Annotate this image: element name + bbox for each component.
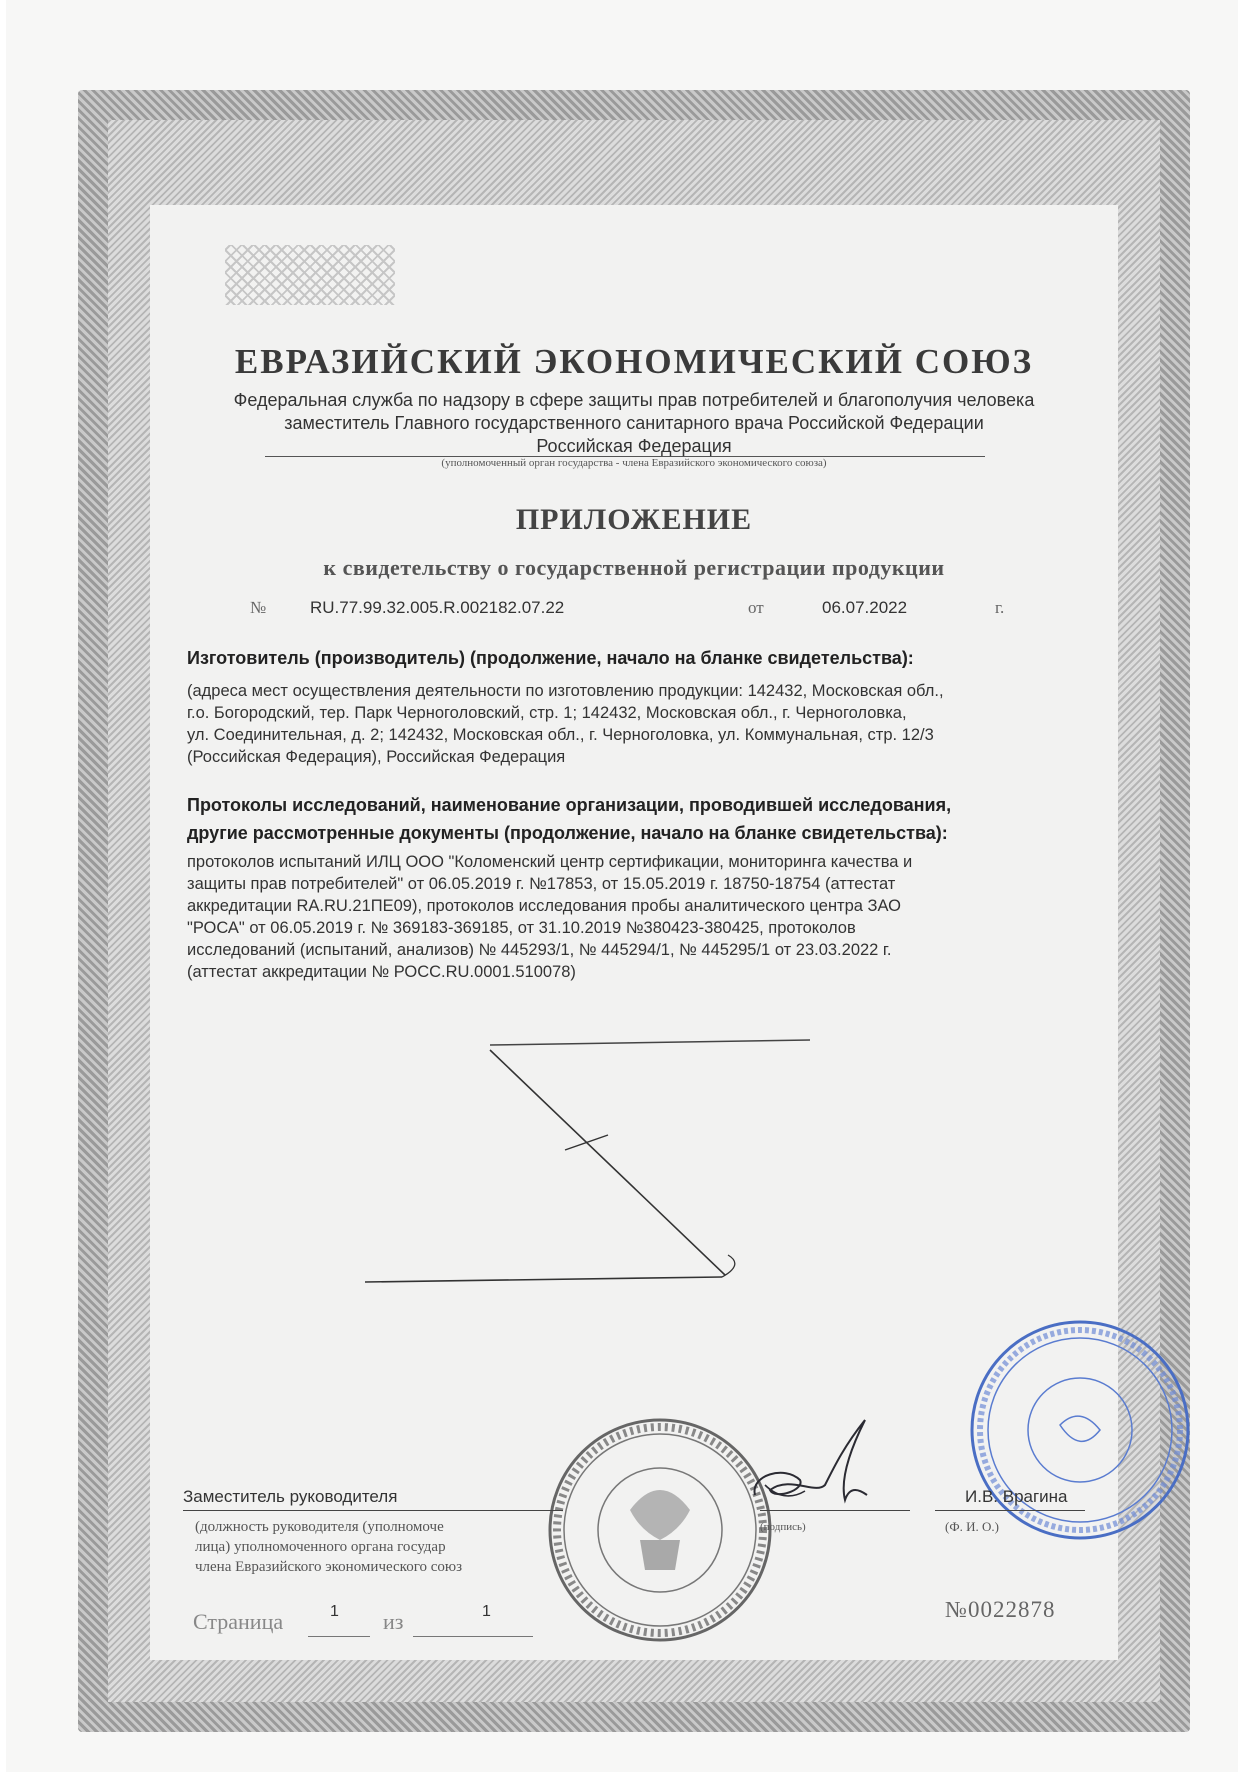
name-caption: (Ф. И. О.)	[945, 1519, 999, 1534]
name-line	[935, 1510, 1085, 1511]
protocols-line: "РОСА" от 06.05.2019 г. № 369183-369185, от 31.10.2019 №380423-380425, протоколов	[187, 919, 856, 937]
signer-name: И.В. Врагина	[965, 1487, 1068, 1506]
appendix-subtitle: к свидетельству о государственной регистрации продукции	[323, 555, 945, 580]
org-caption: (уполномоченный орган государства - члена Евразийского экономического союза)	[441, 457, 827, 469]
org-line-3: Российская Федерация	[536, 436, 732, 456]
protocols-line: аккредитации RA.RU.21ПЕ09), протоколов исследования пробы аналитического центра ЗАО	[187, 897, 901, 915]
registration-number: RU.77.99.32.005.R.002182.07.22	[310, 598, 565, 617]
protocols-line: исследований (испытаний, анализов) № 445293/1, № 445294/1, № 445295/1 от 23.03.2022 г.	[187, 941, 892, 959]
manufacturer-line: (адреса мест осуществления деятельности по изготовлению продукции: 142432, Московская обл.,	[187, 682, 944, 700]
sign-caption: (подпись)	[760, 1521, 806, 1533]
page-label: Страница	[193, 1609, 284, 1634]
manufacturer-title: Изготовитель (производитель) (продолжение, начало на бланке свидетельства):	[187, 648, 914, 668]
manufacturer-line: ул. Соединительная, д. 2; 142432, Московская обл., г. Черноголовка, ул. Коммунальная, стр. 12/3	[187, 726, 934, 744]
protocols-line: (аттестат аккредитации № РОСС.RU.0001.510078)	[187, 963, 576, 981]
page-number-line	[308, 1636, 370, 1637]
org-line-2: заместитель Главного государственного санитарного врача Российской Федерации	[284, 413, 984, 433]
protocols-line: протоколов испытаний ИЛЦ ООО "Коломенский центр сертификации, мониторинга качества и	[187, 853, 913, 871]
of-label: из	[383, 1609, 404, 1634]
number-label: №	[250, 598, 267, 617]
handwritten-signature	[745, 1405, 875, 1525]
union-title: ЕВРАЗИЙСКИЙ ЭКОНОМИЧЕСКИЙ СОЮЗ	[234, 342, 1034, 381]
registration-date: 06.07.2022	[822, 598, 908, 617]
position-caption-1: (должность руководителя (уполномоче	[195, 1519, 444, 1535]
form-serial-number: №0022878	[945, 1597, 1056, 1622]
manufacturer-line: (Российская Федерация), Российская Федерация	[187, 748, 566, 766]
position-caption-2: лица) уполномоченного органа государ	[195, 1539, 446, 1555]
protocols-title-1: Протоколы исследований, наименование организации, проводившей исследования,	[187, 795, 952, 815]
position-caption-3: члена Евразийского экономического союз	[195, 1559, 463, 1575]
page-total-line	[413, 1636, 533, 1637]
year-suffix: г.	[995, 598, 1005, 617]
position-line	[183, 1510, 563, 1511]
signature-line	[760, 1510, 910, 1511]
page-number: 1	[330, 1603, 339, 1620]
org-line-1: Федеральная служба по надзору в сфере защиты прав потребителей и благополучия человека	[233, 390, 1035, 410]
manufacturer-line: г.о. Богородский, тер. Парк Черноголовский, стр. 1; 142432, Московская обл., г. Черноголовка,	[187, 704, 907, 722]
federal-service-seal	[545, 1415, 775, 1645]
protocols-line: защиты прав потребителей" от 06.05.2019 г. №17853, от 15.05.2019 г. 18750-18754 (аттестат	[187, 875, 896, 893]
appendix-title: ПРИЛОЖЕНИЕ	[515, 503, 753, 536]
date-label: от	[748, 598, 764, 617]
page-total: 1	[482, 1603, 491, 1620]
signer-position: Заместитель руководителя	[183, 1487, 398, 1506]
protocols-title-2: другие рассмотренные документы (продолжение, начало на бланке свидетельства):	[187, 823, 948, 843]
